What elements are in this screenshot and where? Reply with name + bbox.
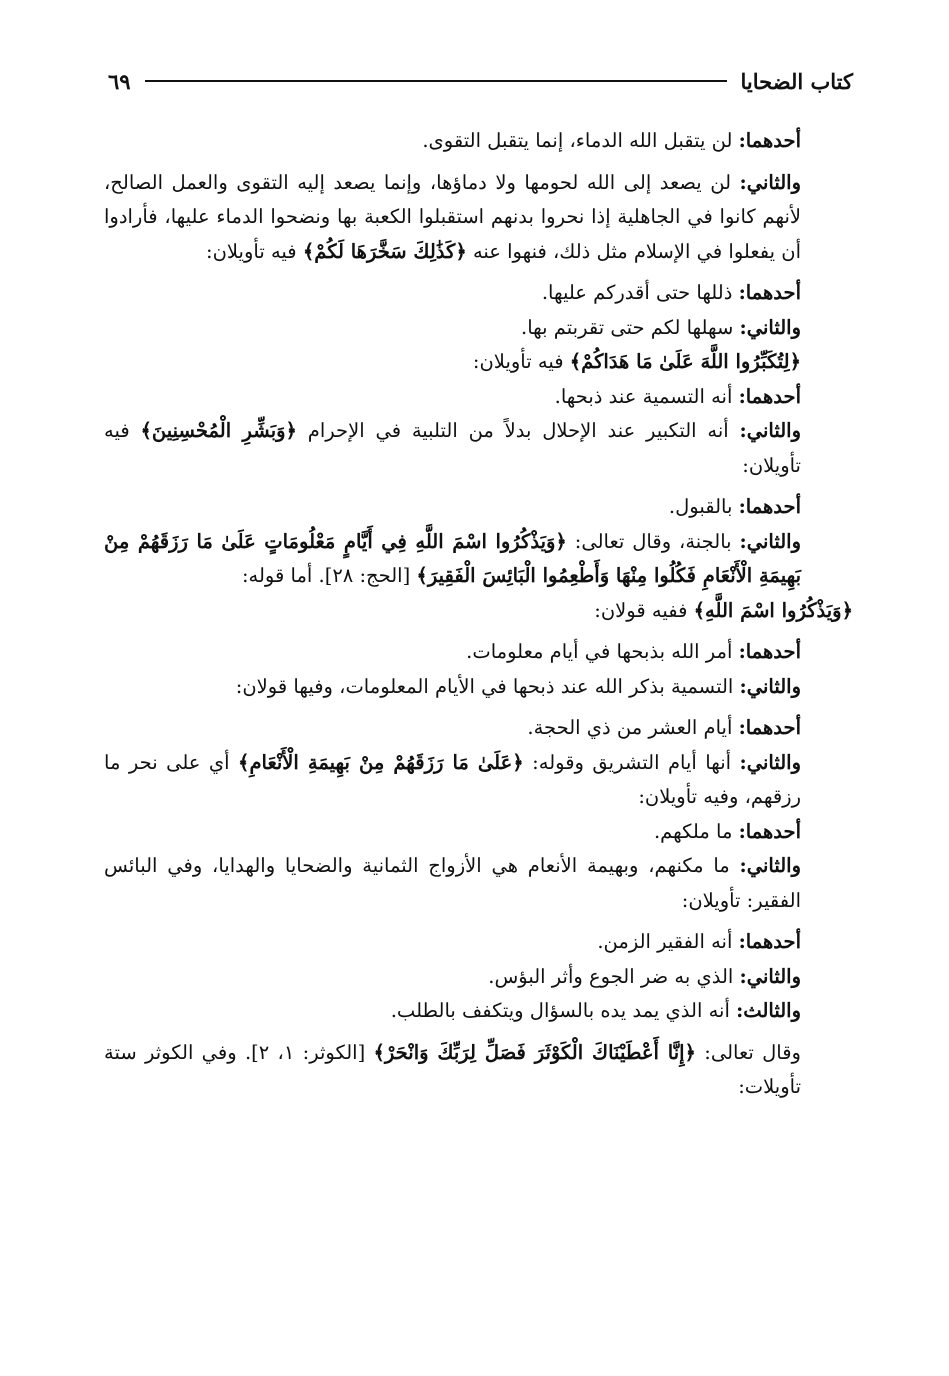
quran-quote: ﴿وَيَذْكُرُوا اسْمَ اللَّهِ﴾ (693, 598, 853, 622)
paragraph (104, 380, 853, 415)
paragraph-text: أمر الله بذبحها في أيام معلومات. (466, 640, 739, 663)
paragraph-text: التسمية بذكر الله عند ذبحها في الأيام المعلومات، وفيها قولان: (235, 674, 740, 698)
paragraph (104, 1036, 853, 1105)
paragraph-label: أحدهما: (738, 384, 801, 408)
paragraph-label: أحدهما: (738, 129, 801, 152)
paragraph (104, 994, 853, 1029)
paragraph-label: والثاني: (739, 529, 801, 553)
page-header (108, 66, 853, 96)
running-title: كتاب الضحايا (740, 68, 853, 94)
paragraph-label: والثاني: (739, 964, 801, 988)
paragraph (104, 635, 853, 670)
paragraph-label: والثاني: (739, 315, 801, 339)
paragraph (104, 345, 853, 380)
paragraph (104, 525, 853, 594)
paragraph (104, 594, 853, 629)
paragraph-text: أنه الفقير الزمن. (597, 930, 739, 953)
paragraph-text: أيام العشر من ذي الحجة. (527, 716, 739, 739)
paragraph-text: ففيه قولان: (594, 598, 694, 622)
paragraph-label: والثاني: (739, 854, 801, 877)
quran-quote: ﴿إِنَّا أَعْطَيْنَاكَ الْكَوْثَرَ فَصَلِّ لِرَبِّكَ وَانْحَرْ﴾ (373, 1040, 696, 1064)
paragraph-label: أحدهما: (738, 640, 801, 663)
paragraph-text: وقال تعالى: (695, 1040, 801, 1064)
paragraph-label: أحدهما: (738, 281, 801, 304)
quran-quote: ﴿وَبَشِّرِ الْمُحْسِنِينَ﴾ (140, 419, 297, 442)
paragraph (104, 276, 853, 311)
page-number: ٦٩ (108, 68, 131, 94)
paragraph-label: والثاني: (739, 170, 801, 194)
paragraph (104, 670, 853, 705)
paragraph-text: فيه تأويلان: (104, 419, 801, 477)
page-body (104, 124, 853, 1105)
paragraph-text: فيه تأويلان: (472, 350, 570, 373)
paragraph-text: بالقبول. (668, 495, 739, 518)
paragraph-text: الذي به ضر الجوع وأثر البؤس. (488, 964, 740, 988)
quran-quote: ﴿وَيَذْكُرُوا اسْمَ اللَّهِ فِي أَيَّامٍ مَعْلُومَاتٍ عَلَىٰ مَا رَزَقَهُمْ مِنْ بَهِيمَةِ الْأَنْعَامِ فَكُلُوا مِنْهَا وَأَطْعِمُوا الْبَائِسَ الْفَقِيرَ﴾ (104, 529, 801, 587)
quran-quote: ﴿لِتُكَبِّرُوا اللَّهَ عَلَىٰ مَا هَدَاكُمْ﴾ (569, 350, 801, 373)
quran-quote: ﴿عَلَىٰ مَا رَزَقَهُمْ مِنْ بَهِيمَةِ الْأَنْعَامِ﴾ (238, 750, 524, 774)
paragraph-text: أنها أيام التشريق وقوله: (523, 750, 740, 774)
paragraph-label: أحدهما: (738, 819, 801, 843)
paragraph (104, 960, 853, 995)
paragraph (104, 166, 853, 270)
paragraph-text: بالجنة، وقال تعالى: (566, 529, 740, 553)
paragraph-text: أنه الذي يمد يده بالسؤال ويتكفف بالطلب. (390, 999, 737, 1022)
paragraph-label: أحدهما: (738, 495, 801, 518)
paragraph-text: [الكوثر: ١، ٢]. وفي الكوثر ستة تأويلات: (104, 1040, 801, 1098)
paragraph-label: والثالث: (736, 999, 801, 1022)
paragraph (104, 414, 853, 483)
paragraph-label: والثاني: (739, 419, 802, 442)
paragraph (104, 746, 853, 815)
paragraph-label: أحدهما: (738, 716, 801, 739)
paragraph-text: أي على نحر ما رزقهم، وفيه تأويلان: (104, 750, 801, 808)
paragraph (104, 490, 853, 525)
paragraph-label: والثاني: (739, 674, 801, 698)
paragraph-text: أنه التسمية عند ذبحها. (554, 384, 739, 408)
quran-quote: ﴿كَذَٰلِكَ سَخَّرَهَا لَكُمْ﴾ (302, 239, 467, 263)
paragraph-text: أنه التكبير عند الإحلال بدلاً من التلبية في الإحرام (296, 419, 740, 442)
paragraph (104, 925, 853, 960)
paragraph-text: [الحج: ٢٨]. أما قوله: (241, 564, 417, 587)
paragraph-text: ذللها حتى أقدركم عليها. (541, 281, 739, 304)
paragraph-text: لن يتقبل الله الدماء، إنما يتقبل التقوى. (422, 129, 739, 152)
paragraph (104, 849, 853, 918)
paragraph-text: لن يصعد إلى الله لحومها ولا دماؤها، وإنما يصعد إليه التقوى والعمل الصالح، لأنهم كانوا في الجاهلية إذا نحروا بدنهم استقبلوا الكعبة بها ونضحوا الدماء عليها، فأرادوا أن يفعلوا في الإسلام مثل ذلك، فنهوا عنه (104, 170, 801, 263)
paragraph-text: ما ملكهم. (653, 819, 739, 843)
paragraph (104, 124, 853, 159)
header-rule (145, 80, 727, 82)
paragraph (104, 311, 853, 346)
paragraph-text: سهلها لكم حتى تقربتم بها. (521, 315, 740, 339)
paragraph-label: والثاني: (739, 750, 801, 774)
paragraph (104, 711, 853, 746)
paragraph-text: فيه تأويلان: (206, 239, 303, 263)
paragraph (104, 815, 853, 850)
paragraph-text: ما مكنهم، وبهيمة الأنعام هي الأزواج الثمانية والضحايا والهدايا، وفي البائس الفقير: تأويلان: (104, 854, 801, 912)
paragraph-label: أحدهما: (738, 930, 801, 953)
